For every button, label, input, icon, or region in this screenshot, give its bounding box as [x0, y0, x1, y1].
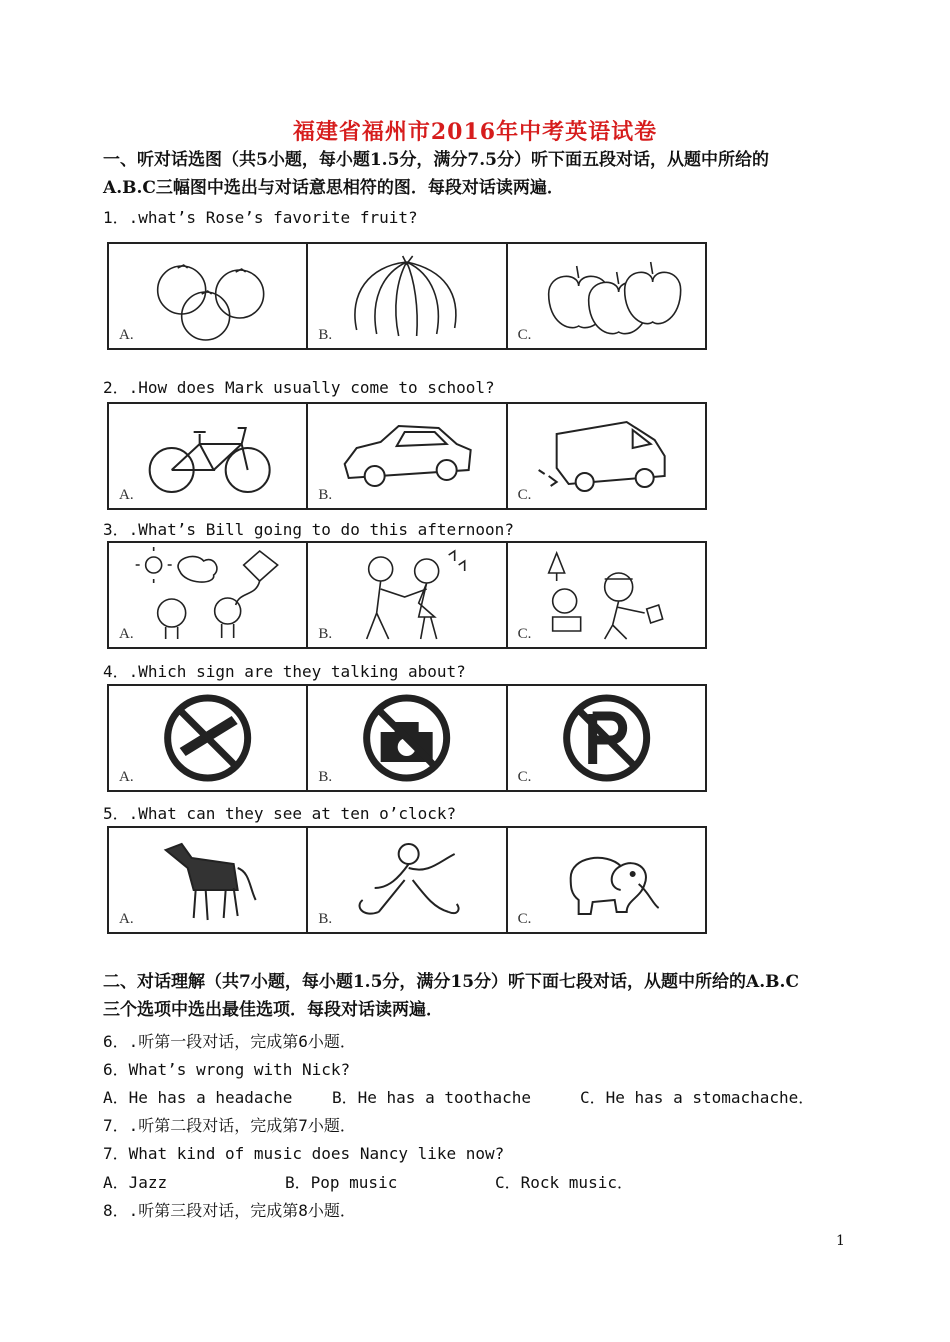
horse-icon — [109, 828, 306, 932]
option-label-b: B. — [318, 626, 333, 642]
picture-fly-kite[interactable] — [109, 543, 308, 647]
no-smoking-icon — [109, 686, 306, 790]
q6-option-b[interactable]: B．He has a toothache — [332, 1088, 532, 1107]
section-1-line-1: 一、听对话选图（共5小题，每小题1.5分，满分7.5分）听下面五段对话，从题中所给的 — [103, 150, 769, 170]
option-label-a: A. — [119, 327, 134, 343]
q7-question: 7．What kind of music does Nancy like now? — [103, 1144, 505, 1163]
q6-question: 6．What’s wrong with Nick? — [103, 1060, 351, 1079]
option-label-c: C. — [517, 327, 532, 343]
fly-kite-icon — [109, 543, 306, 647]
option-label-b: B. — [318, 911, 333, 927]
section-2-instructions — [103, 968, 863, 1024]
picture-picnic[interactable] — [508, 543, 705, 647]
option-label-a: A. — [119, 911, 134, 927]
page-title: 福建省福州市2016年中考英语试卷 — [292, 119, 658, 145]
question-4: 4．.Which sign are they talking about? — [103, 662, 466, 681]
bananas-icon — [308, 244, 505, 348]
question-5: 5．.What can they see at ten o’clock? — [103, 804, 457, 823]
option-label-b: B. — [318, 327, 333, 343]
section-2-line-2: 三个选项中选出最佳选项．每段对话读两遍． — [103, 1000, 443, 1020]
q7-intro: 7．.听第二段对话，完成第7小题． — [103, 1116, 356, 1135]
picture-no-smoking[interactable] — [109, 686, 308, 790]
q7-option-c[interactable]: C．Rock music． — [495, 1173, 633, 1192]
q7-option-a[interactable]: A．Jazz — [103, 1173, 168, 1192]
option-label-c: C. — [517, 626, 532, 642]
section-1-instructions — [103, 146, 863, 202]
picture-horse[interactable] — [109, 828, 308, 932]
option-label-b: B. — [318, 769, 333, 785]
q8-intro: 8．.听第三段对话，完成第8小题． — [103, 1201, 356, 1220]
picture-oranges[interactable] — [109, 244, 308, 348]
picture-row-5 — [107, 826, 707, 934]
no-parking-icon — [508, 686, 705, 790]
picture-bicycle[interactable] — [109, 404, 308, 508]
q7-option-b[interactable]: B．Pop music — [285, 1173, 398, 1192]
q6-intro: 6．.听第一段对话，完成第6小题． — [103, 1032, 356, 1051]
picture-monkey[interactable] — [308, 828, 507, 932]
monkey-icon — [308, 828, 505, 932]
page-number: 1 — [836, 1233, 845, 1249]
question-3: 3．.What’s Bill going to do this afternoon? — [103, 520, 514, 539]
option-label-a: A. — [119, 769, 134, 785]
car-icon — [308, 404, 505, 508]
section-1-line-2: A.B.C三幅图中选出与对话意思相符的图．每段对话读两遍． — [103, 178, 564, 198]
no-photos-icon — [308, 686, 505, 790]
q6-option-c[interactable]: C．He has a stomachache． — [580, 1088, 815, 1107]
option-label-b: B. — [318, 487, 333, 503]
picture-row-3 — [107, 541, 707, 649]
option-label-c: C. — [517, 769, 532, 785]
picture-no-parking[interactable] — [508, 686, 705, 790]
picture-row-1 — [107, 242, 707, 350]
picture-apples[interactable] — [508, 244, 705, 348]
question-1: 1．.what’s Rose’s favorite fruit? — [103, 208, 418, 227]
section-2-line-1: 二、对话理解（共7小题，每小题1.5分，满分15分）听下面七段对话，从题中所给的A.B.C — [103, 972, 799, 992]
option-label-c: C. — [517, 487, 532, 503]
elephant-icon — [508, 828, 705, 932]
picture-car[interactable] — [308, 404, 507, 508]
apples-icon — [508, 244, 705, 348]
picture-van[interactable] — [508, 404, 705, 508]
picture-row-2 — [107, 402, 707, 510]
picture-row-4 — [107, 684, 707, 792]
picnic-icon — [508, 543, 705, 647]
option-label-a: A. — [119, 487, 134, 503]
van-icon — [508, 404, 705, 508]
option-label-a: A. — [119, 626, 134, 642]
dance-icon — [308, 543, 505, 647]
q6-option-a[interactable]: A．He has a headache — [103, 1088, 293, 1107]
question-2: 2．.How does Mark usually come to school? — [103, 378, 495, 397]
picture-no-photos[interactable] — [308, 686, 507, 790]
option-label-c: C. — [517, 911, 532, 927]
oranges-icon — [109, 244, 306, 348]
bicycle-icon — [109, 404, 306, 508]
picture-bananas[interactable] — [308, 244, 507, 348]
picture-elephant[interactable] — [508, 828, 705, 932]
picture-dance[interactable] — [308, 543, 507, 647]
